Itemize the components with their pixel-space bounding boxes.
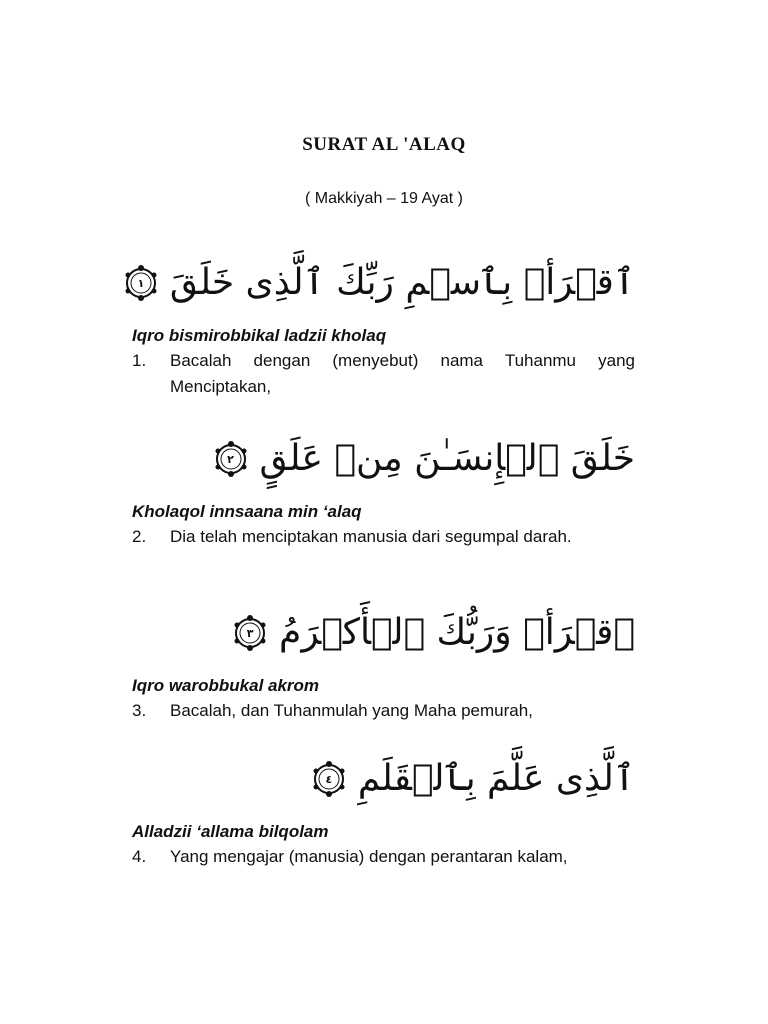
translation-number: 4. [132, 847, 147, 866]
translation-text: Yang mengajar (manusia) dengan perantaran kalam, [170, 847, 568, 866]
ayah-number: ٢ [227, 452, 234, 466]
ayah-number: ٤ [325, 772, 333, 786]
ayah-number: ١ [137, 276, 145, 290]
arabic-line [132, 598, 635, 668]
arabic-line [132, 248, 635, 318]
ayah-number: ٣ [246, 626, 254, 640]
transliteration: Iqro warobbukal akrom [132, 676, 320, 695]
translation [132, 698, 635, 724]
translation-number: 1. [132, 351, 147, 370]
arabic-text: خَلَقَ ٱلۡإِنسَـٰنَ مِنۡ عَلَقٍ [259, 438, 635, 479]
transliteration: Kholaqol innsaana min ‘alaq [132, 502, 362, 521]
translation-text: Dia telah menciptakan manusia dari segumpal darah. [170, 527, 572, 546]
surah-info: ( Makkiyah – 19 Ayat ) [305, 190, 463, 207]
ayah-block-2 [132, 424, 635, 550]
ayah-marker-icon [231, 614, 269, 652]
arabic-text: ٱقۡرَأۡ بِٱسۡمِ رَبِّكَ ٱلَّذِى خَلَقَ [169, 262, 635, 303]
page-title: SURAT AL 'ALAQ [302, 134, 466, 155]
ayah-block-4 [132, 744, 635, 870]
transliteration: Alladzii ‘allama bilqolam [132, 822, 329, 841]
translation [132, 844, 635, 870]
translation [132, 348, 635, 400]
ayah-block-1 [132, 248, 635, 400]
translation-text: Bacalah, dan Tuhanmulah yang Maha pemurah, [170, 701, 533, 720]
translation-text: Bacalah dengan (menyebut) nama Tuhanmu yang Menciptakan, [170, 351, 635, 396]
arabic-line [132, 424, 635, 494]
arabic-text: ٱلَّذِى عَلَّمَ بِٱلۡقَلَمِ [357, 758, 635, 799]
translation-number: 2. [132, 527, 147, 546]
transliteration: Iqro bismirobbikal ladzii kholaq [132, 326, 387, 345]
ayah-marker-icon [212, 440, 250, 478]
arabic-line [132, 744, 635, 814]
arabic-text: ٱقۡرَأۡ وَرَبُّكَ ٱلۡأَكۡرَمُ [279, 612, 635, 653]
translation-number: 3. [132, 701, 147, 720]
translation [132, 524, 635, 550]
ayah-block-3 [132, 598, 635, 724]
ayah-marker-icon [122, 264, 160, 302]
ayah-marker-icon [310, 760, 348, 798]
